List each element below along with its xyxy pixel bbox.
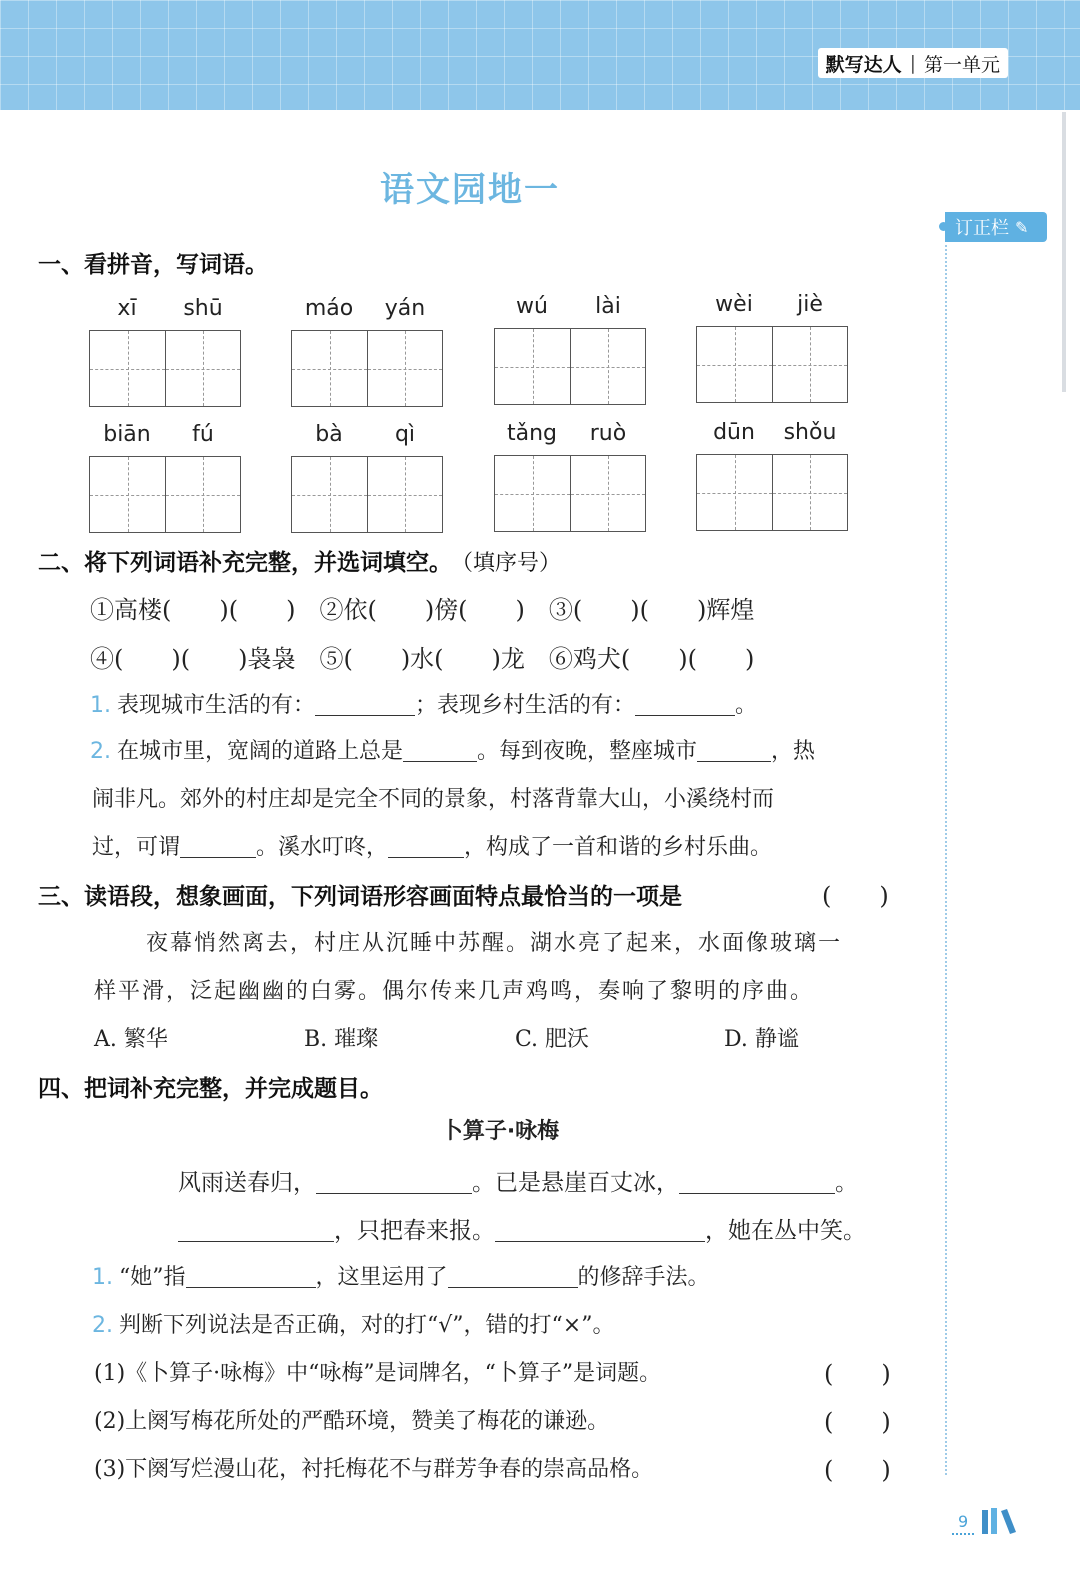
s2-question-2-line3 bbox=[92, 830, 772, 861]
page-title: 语文园地一 bbox=[380, 170, 560, 210]
question-number: 2. bbox=[92, 1313, 113, 1338]
pinyin: xī bbox=[117, 296, 137, 321]
section1-heading: 一、看拼音，写词语。 bbox=[38, 252, 268, 278]
passage-line-1: 夜幕悄然离去，村庄从沉睡中苏醒。湖水亮了起来，水面像玻璃一 bbox=[146, 931, 843, 956]
answer-blank[interactable] bbox=[186, 1265, 316, 1288]
option-b[interactable]: B. 璀璨 bbox=[304, 1027, 379, 1052]
poem-line-1 bbox=[178, 1164, 858, 1197]
pinyin: shǒu bbox=[783, 420, 837, 445]
judge-item-2: (2)上阕写梅花所处的严酷环境，赞美了梅花的谦逊。 bbox=[94, 1409, 610, 1434]
word-row-2: ④( )( )袅袅 ⑤( )水( )龙 ⑥鸡犬( )( ) bbox=[90, 645, 755, 673]
pinyin-group-5 bbox=[89, 422, 241, 533]
text: ，构成了一首和谐的乡村乐曲。 bbox=[464, 835, 773, 860]
poem-title: 卜算子·咏梅 bbox=[440, 1119, 560, 1144]
s2-question-1 bbox=[90, 688, 757, 719]
pinyin: biān bbox=[103, 422, 151, 447]
text: 在城市里，宽阔的道路上总是 bbox=[117, 739, 404, 764]
text: ，热 bbox=[771, 739, 816, 764]
writing-boxes[interactable] bbox=[696, 326, 848, 403]
poem-line-2 bbox=[178, 1212, 866, 1245]
pinyin: wú bbox=[516, 294, 548, 319]
question-number: 1. bbox=[92, 1265, 113, 1290]
question-number: 2. bbox=[90, 739, 111, 764]
section4-heading: 四、把词补充完整，并完成题目。 bbox=[38, 1076, 383, 1102]
pinyin: máo bbox=[304, 296, 354, 321]
answer-blank[interactable] bbox=[403, 739, 477, 762]
text: 的修辞手法。 bbox=[577, 1265, 710, 1290]
option-c[interactable]: C. 肥沃 bbox=[515, 1027, 590, 1052]
text: 判断下列说法是否正确，对的打“√”，错的打“×”。 bbox=[119, 1313, 615, 1338]
text: 风雨送春归， bbox=[178, 1170, 316, 1196]
s2-question-2-line2: 闹非凡。郊外的村庄却是完全不同的景象，村落背靠大山，小溪绕村而 bbox=[92, 787, 775, 812]
pinyin: fú bbox=[192, 422, 214, 447]
answer-blank[interactable] bbox=[315, 693, 415, 716]
pinyin: yán bbox=[384, 296, 426, 321]
answer-blank[interactable] bbox=[448, 1265, 578, 1288]
unit-label: 第一单元 bbox=[923, 53, 1000, 76]
word-row-1: ①高楼( )( ) ②依( )傍( ) ③( )( )辉煌 bbox=[90, 596, 755, 624]
writing-boxes[interactable] bbox=[291, 330, 443, 407]
answer-blank[interactable] bbox=[635, 693, 735, 716]
writing-boxes[interactable] bbox=[291, 456, 443, 533]
option-a[interactable]: A. 繁华 bbox=[94, 1027, 168, 1052]
judge-paren-1[interactable]: ( ) bbox=[824, 1360, 891, 1388]
pinyin: bà bbox=[315, 422, 343, 447]
judge-paren-3[interactable]: ( ) bbox=[824, 1456, 891, 1484]
pinyin: tǎng bbox=[506, 421, 557, 446]
pinyin-group-2 bbox=[291, 296, 443, 407]
judge-item-3: (3)下阕写烂漫山花，衬托梅花不与群芳争春的崇高品格。 bbox=[94, 1457, 654, 1482]
pinyin-group-6 bbox=[291, 422, 443, 533]
text: ，这里运用了 bbox=[315, 1265, 448, 1290]
s2-question-2 bbox=[90, 734, 815, 765]
header-separator: | bbox=[909, 52, 916, 74]
pinyin-group-7 bbox=[494, 421, 646, 532]
section2-heading-text: 二、将下列词语补充完整，并选词填空。 bbox=[38, 550, 452, 576]
answer-blank[interactable] bbox=[180, 835, 256, 858]
text: “她”指 bbox=[119, 1265, 186, 1290]
section2-heading bbox=[38, 544, 561, 577]
correction-column-tab bbox=[945, 212, 1047, 242]
page-number: 9 bbox=[952, 1512, 974, 1535]
pinyin-group-1 bbox=[89, 296, 241, 407]
answer-blank[interactable] bbox=[679, 1170, 835, 1194]
writing-boxes[interactable] bbox=[89, 456, 241, 533]
pinyin: jiè bbox=[797, 292, 823, 317]
answer-blank[interactable] bbox=[388, 835, 464, 858]
pinyin: dūn bbox=[713, 420, 755, 445]
question-number: 1. bbox=[90, 693, 111, 718]
text: ，她在丛中笑。 bbox=[705, 1218, 866, 1244]
text: 。 bbox=[735, 693, 758, 718]
header-tag bbox=[818, 48, 1008, 78]
section3-heading: 三、读语段，想象画面，下列词语形容画面特点最恰当的一项是 bbox=[38, 884, 682, 910]
pinyin: shū bbox=[183, 296, 223, 321]
text: 。溪水叮咚， bbox=[256, 835, 389, 860]
s4-question-1 bbox=[92, 1260, 710, 1291]
writing-boxes[interactable] bbox=[89, 330, 241, 407]
book-title: 默写达人 bbox=[825, 53, 902, 76]
pinyin-group-8 bbox=[696, 420, 848, 531]
pinyin: qì bbox=[394, 422, 416, 447]
text: 。每到夜晚，整座城市 bbox=[477, 739, 698, 764]
page-edge bbox=[1062, 112, 1066, 392]
answer-blank[interactable] bbox=[178, 1218, 334, 1242]
pencil-icon: ✎ bbox=[1015, 217, 1029, 237]
section2-note: （填序号） bbox=[462, 551, 562, 576]
answer-blank[interactable] bbox=[495, 1218, 705, 1242]
pinyin: wèi bbox=[715, 292, 753, 317]
answer-blank[interactable] bbox=[316, 1170, 472, 1194]
correction-column-label: 订正栏 bbox=[955, 218, 1009, 239]
answer-paren[interactable]: ( ) bbox=[822, 882, 889, 910]
text: 。 bbox=[835, 1170, 858, 1196]
passage-line-2: 样平滑，泛起幽幽的白雾。偶尔传来几声鸡鸣，奏响了黎明的序曲。 bbox=[94, 979, 815, 1004]
writing-boxes[interactable] bbox=[494, 328, 646, 405]
option-d[interactable]: D. 静谧 bbox=[724, 1027, 799, 1052]
answer-blank[interactable] bbox=[697, 739, 771, 762]
text: 过，可谓 bbox=[92, 835, 181, 860]
text: 表现城市生活的有： bbox=[117, 693, 316, 718]
s4-question-2 bbox=[92, 1308, 614, 1339]
correction-column-rule bbox=[945, 240, 947, 1475]
pinyin-group-4 bbox=[696, 292, 848, 403]
judge-paren-2[interactable]: ( ) bbox=[824, 1408, 891, 1436]
judge-item-1: (1)《卜算子·咏梅》中“咏梅”是词牌名，“卜算子”是词题。 bbox=[94, 1361, 662, 1386]
pinyin: ruò bbox=[589, 421, 627, 446]
text: ；表现乡村生活的有： bbox=[415, 693, 636, 718]
books-icon bbox=[980, 1506, 1020, 1536]
pinyin: lài bbox=[595, 294, 621, 319]
writing-boxes[interactable] bbox=[494, 455, 646, 532]
writing-boxes[interactable] bbox=[696, 454, 848, 531]
text: 。已是悬崖百丈冰， bbox=[472, 1170, 679, 1196]
pinyin-group-3 bbox=[494, 294, 646, 405]
text: ，只把春来报。 bbox=[334, 1218, 495, 1244]
